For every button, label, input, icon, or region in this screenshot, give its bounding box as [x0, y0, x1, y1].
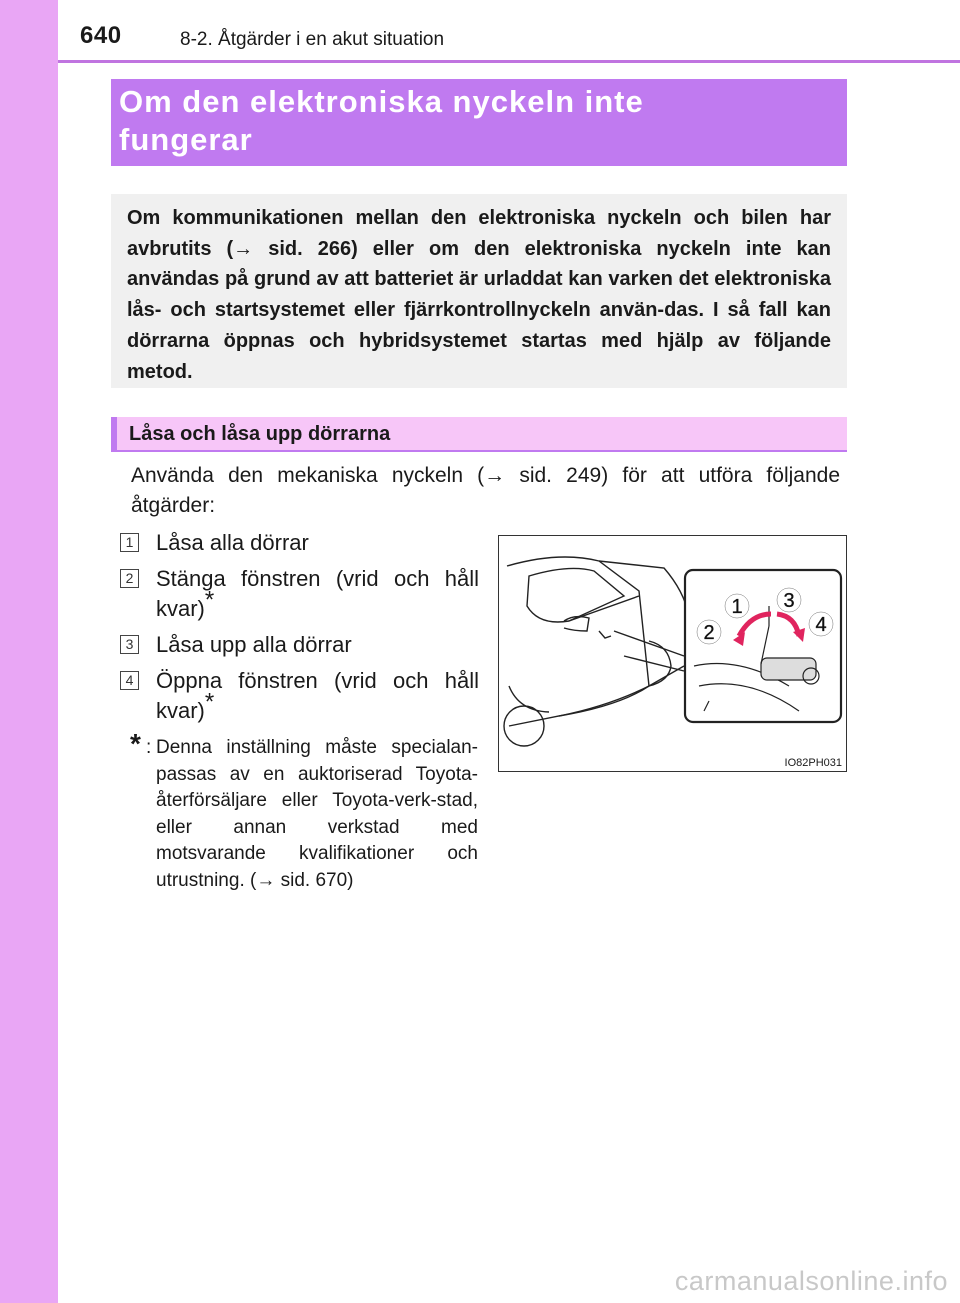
figure-code: IO82PH031	[784, 757, 842, 769]
header-divider	[58, 60, 960, 63]
subsection-banner	[111, 417, 847, 452]
section-title: 8-2. Åtgärder i en akut situation	[180, 29, 445, 50]
subsection-title: Låsa och låsa upp dörrarna	[129, 423, 391, 445]
step-number: 1	[120, 533, 139, 552]
callout-1: 1	[731, 596, 743, 618]
step-number: 4	[120, 671, 139, 690]
footnote-star: *	[204, 688, 215, 716]
step-label: Låsa upp alla dörrar	[156, 632, 352, 657]
callout-3: 3	[783, 590, 795, 612]
step-number: 2	[120, 569, 139, 588]
step-label: Stänga fönstren (vrid och håll kvar)*	[156, 566, 479, 621]
usage-text: Använda den mekaniska nyckeln (→ sid. 249) för att utföra följande åtgärder:	[131, 464, 840, 517]
page-number: 640	[80, 22, 122, 49]
callout-4: 4	[815, 614, 827, 636]
step-label: Låsa alla dörrar	[156, 530, 309, 555]
title-banner	[111, 79, 847, 166]
footnote-asterisk: *	[130, 728, 141, 759]
footnote-text: Denna inställning måste specialan-passas av en auktoriserad Toyota-återförsäljare eller Toyota-verk-stad, eller annan verkstad med motsvarande kvalifikationer och utrustning. (→ sid. 670)	[156, 737, 478, 891]
intro-text: Om kommunikationen mellan den elektroniska nyckeln och bilen har avbrutits (→ sid. 266) eller om den elektroniska nyckeln inte kan användas på grund av att batteriet är urladdat kan varken det elektroniska lås- och startsystemet eller fjärrkontrollnyckeln använ-das. I så fall kan dörrarna öppnas och hybridsystemet startas med hjälp av följande metod.	[127, 207, 831, 383]
side-color-strip	[0, 0, 58, 1303]
key-diagram	[498, 535, 847, 772]
step-number: 3	[120, 635, 139, 654]
callout-2: 2	[703, 622, 715, 644]
footnote-star: *	[204, 586, 215, 614]
page-title: Om den elektroniska nyckeln inte fungerar	[119, 84, 644, 157]
watermark: carmanualsonline.info	[674, 1266, 948, 1296]
intro-box	[111, 194, 847, 388]
step-label: Öppna fönstren (vrid och håll kvar)*	[156, 668, 479, 723]
car-door-illustration	[499, 536, 845, 770]
